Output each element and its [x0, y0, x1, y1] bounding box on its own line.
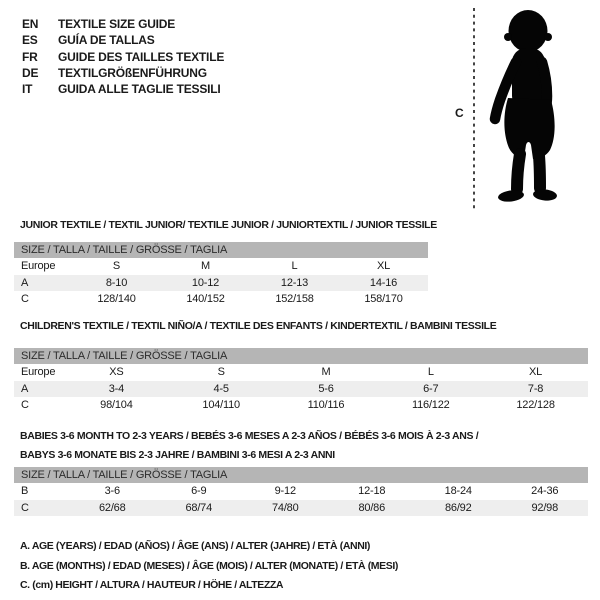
- language-code: IT: [22, 82, 33, 97]
- language-code: EN: [22, 17, 39, 31]
- table-cell: S: [217, 366, 225, 378]
- size-header-bar: SIZE / TALLA / TAILLE / GRÖSSE / TAGLIA: [14, 467, 588, 483]
- table-row: [14, 500, 588, 517]
- table-cell: 18-24: [444, 485, 472, 497]
- table-cell: XS: [109, 366, 124, 378]
- language-row: [22, 32, 224, 48]
- language-code: FR: [22, 49, 38, 64]
- table-cell: 122/128: [516, 399, 555, 411]
- table-cell: 12-18: [358, 485, 386, 497]
- table-row: [14, 275, 428, 292]
- table-cell: 128/140: [97, 293, 136, 305]
- table-cell: 104/110: [202, 399, 240, 411]
- height-dotted-line: [472, 6, 476, 212]
- language-row: [22, 49, 224, 65]
- section-title-line: CHILDREN'S TEXTILE / TEXTIL NIÑO/A / TEXTILE DES ENFANTS / KINDERTEXTIL / BAMBINI TESSILE: [20, 320, 497, 332]
- legend-line-a: A. AGE (YEARS) / EDAD (AÑOS) / ÂGE (ANS) / ALTER (JAHRE) / ETÀ (ANNI): [20, 540, 371, 552]
- row-label: C: [21, 293, 29, 305]
- size-table: [14, 242, 428, 308]
- language-label: TEXTILE SIZE GUIDE: [58, 17, 176, 31]
- size-header-bar: SIZE / TALLA / TAILLE / GRÖSSE / TAGLIA: [14, 242, 428, 258]
- table-cell: S: [112, 260, 121, 272]
- table-cell: 4-5: [213, 382, 229, 395]
- table-cell: 158/170: [364, 293, 403, 305]
- table-cell: 92/98: [531, 501, 559, 514]
- language-list: [22, 16, 224, 97]
- legend-line-c: C. (cm) HEIGHT / ALTURA / HAUTEUR / HÖHE / ALTEZZA: [20, 579, 284, 591]
- table-cell: 68/74: [185, 501, 213, 514]
- table-cell: 74/80: [271, 501, 299, 514]
- table-cell: L: [427, 366, 434, 378]
- table-cell: 116/122: [412, 399, 450, 411]
- table-cell: 5-6: [318, 382, 334, 395]
- section-title-line: BABIES 3-6 MONTH TO 2-3 YEARS / BEBÉS 3-6 MESES A 2-3 AÑOS / BÉBÉS 3-6 MOIS À 2-3 ANS /: [20, 430, 479, 442]
- table-row: [14, 381, 588, 398]
- table-cell: 12-13: [280, 276, 309, 289]
- table-cell: 6-9: [191, 485, 207, 497]
- row-label: Europe: [21, 366, 56, 378]
- table-cell: 6-7: [423, 382, 439, 395]
- baby-silhouette: [483, 8, 576, 208]
- section-title-line: JUNIOR TEXTILE / TEXTIL JUNIOR/ TEXTILE JUNIOR / JUNIORTEXTIL / JUNIOR TESSILE: [20, 219, 437, 231]
- language-row: [22, 65, 224, 81]
- table-cell: 10-12: [191, 276, 220, 289]
- table-cell: L: [291, 260, 298, 272]
- language-label: GUIDA ALLE TAGLIE TESSILI: [58, 82, 221, 97]
- table-row: [14, 291, 428, 308]
- table-cell: M: [321, 366, 331, 378]
- table-cell: 140/152: [186, 293, 225, 305]
- table-cell: 110/116: [307, 399, 345, 411]
- row-label: B: [21, 485, 29, 497]
- section-title-line: BABYS 3-6 MONATE BIS 2-3 JAHRE / BAMBINI 3-6 MESI A 2-3 ANNI: [20, 448, 335, 461]
- row-label: A: [21, 276, 29, 289]
- language-label: GUÍA DE TALLAS: [58, 33, 155, 48]
- legend-line-b: B. AGE (MONTHS) / EDAD (MESES) / ÂGE (MOIS) / ALTER (MONATE) / ETÀ (MESI): [20, 559, 398, 572]
- size-header-bar: SIZE / TALLA / TAILLE / GRÖSSE / TAGLIA: [14, 348, 588, 364]
- table-row: [14, 258, 428, 275]
- row-label: C: [21, 501, 29, 514]
- table-cell: 8-10: [105, 276, 128, 289]
- section-title: [20, 317, 496, 336]
- table-cell: 86/92: [444, 501, 472, 514]
- table-cell: XL: [376, 260, 391, 272]
- row-label: A: [21, 382, 29, 395]
- table-cell: 9-12: [274, 485, 296, 497]
- table-cell: 62/68: [98, 501, 126, 514]
- size-table: [14, 348, 588, 414]
- legend: [20, 537, 398, 596]
- section-title: [20, 216, 437, 235]
- table-cell: 80/86: [358, 501, 386, 514]
- table-row: [14, 364, 588, 381]
- table-cell: XL: [529, 366, 543, 378]
- table-cell: 7-8: [527, 382, 544, 395]
- table-cell: M: [201, 260, 210, 272]
- size-table: [14, 467, 588, 516]
- table-cell: 24-36: [531, 485, 559, 497]
- row-label: Europe: [21, 260, 56, 272]
- language-row: [22, 81, 224, 97]
- height-marker-label: C: [455, 106, 464, 120]
- section-title: [20, 427, 478, 464]
- language-code: ES: [22, 33, 38, 48]
- table-row: [14, 397, 588, 414]
- language-label: GUIDE DES TAILLES TEXTILE: [58, 49, 225, 64]
- language-row: [22, 16, 224, 32]
- language-label: TEXTILGRÖßENFÜHRUNG: [58, 65, 207, 80]
- table-cell: 3-6: [104, 485, 120, 497]
- table-cell: 14-16: [369, 276, 398, 289]
- row-label: C: [21, 399, 29, 411]
- table-row: [14, 483, 588, 500]
- table-cell: 98/104: [100, 399, 133, 411]
- table-cell: 3-4: [108, 382, 125, 395]
- language-code: DE: [22, 65, 39, 80]
- table-cell: 152/158: [275, 293, 314, 305]
